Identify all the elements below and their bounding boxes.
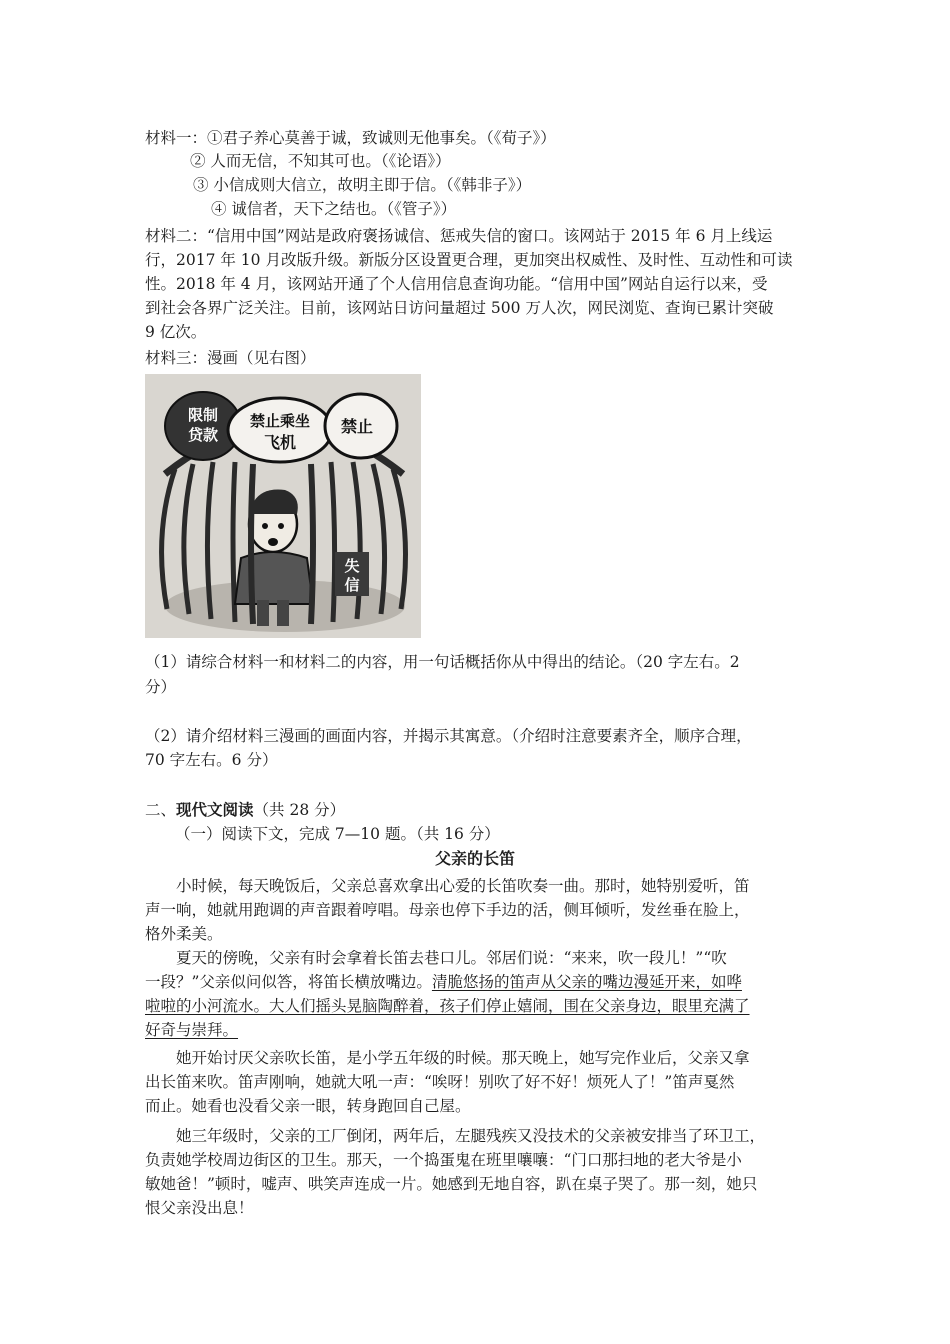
question2-line-2: 70 字左右。6 分） xyxy=(145,751,278,769)
p2-line-3: 啦啦的小河流水。大人们摇头晃脑陶醉着，孩子们停止嬉闹，围在父亲身边，眼里充满了 xyxy=(145,997,750,1015)
material1-line-3: ③ 小信成则大信立，故明主即于信。（《韩非子》） xyxy=(193,176,532,194)
section2-subheading: （一）阅读下文，完成 7—10 题。（共 16 分） xyxy=(175,825,500,843)
material1-line-1: 材料一：①君子养心莫善于诚，致诚则无他事矣。（《荀子》） xyxy=(145,129,556,147)
underlined-sentence: 清脆悠扬的笛声从父亲的嘴边漫延开来，如哗 xyxy=(431,973,742,991)
question1-line-2: 分） xyxy=(145,678,177,696)
p4-line-2: 负责她学校周边街区的卫生。那天，一个捣蛋鬼在班里嚷嚷：“门口那扫地的老大爷是小 xyxy=(145,1151,742,1169)
bubble2-text-2: 飞机 xyxy=(263,433,297,452)
material2-line-4: 到社会各界广泛关注。目前，该网站日访问量超过 500 万人次，网民浏览、查询已累计突破 xyxy=(145,299,774,317)
passage-title: 父亲的长笛 xyxy=(434,849,515,868)
cartoon-image xyxy=(145,374,421,638)
bubble2-text-1: 禁止乘坐 xyxy=(249,412,311,430)
question1-line-1: （1）请综合材料一和材料二的内容，用一句话概括你从中得出的结论。（20 字左右。2 xyxy=(145,653,740,671)
p2-line-1: 夏天的傍晚，父亲有时会拿着长笛去巷口儿。邻居们说：“来来，吹一段儿！”“吹 xyxy=(176,949,727,967)
material2-line-5: 9 亿次。 xyxy=(145,323,207,341)
bubble3-text: 禁止 xyxy=(340,417,374,436)
p1-line-3: 格外柔美。 xyxy=(145,925,223,943)
p4-line-3: 敏她爸！”顿时，嘘声、哄笑声连成一片。她感到无地自容，趴在桌子哭了。那一刻，她只 xyxy=(145,1175,758,1193)
p2-line-2: 一段？”父亲似问似答，将笛长横放嘴边。清脆悠扬的笛声从父亲的嘴边漫延开来，如哗 xyxy=(145,973,742,991)
material2-line-2: 行，2017 年 10 月改版升级。新版分区设置更合理，更加突出权威性、及时性、互动性和可读 xyxy=(145,251,793,269)
material3-label: 材料三：漫画（见右图） xyxy=(145,349,316,367)
question2-line-1: （2）请介绍材料三漫画的画面内容，并揭示其寓意。（介绍时注意要素齐全，顺序合理， xyxy=(145,727,752,745)
p3-line-1: 她开始讨厌父亲吹长笛，是小学五年级的时候。那天晚上，她写完作业后，父亲又拿 xyxy=(176,1049,750,1067)
bubble1-text-1: 限制 xyxy=(187,406,219,424)
p3-line-3: 而止。她看也没看父亲一眼，转身跑回自己屋。 xyxy=(145,1097,471,1115)
material1-line-4: ④ 诚信者，天下之结也。（《管子》） xyxy=(211,200,457,218)
sign-text-1: 失 xyxy=(344,557,360,575)
p1-line-2: 声一响，她就用跑调的声音跟着哼唱。母亲也停下手边的活，侧耳倾听，发丝垂在脸上， xyxy=(145,901,750,919)
sign-text-2: 信 xyxy=(344,576,360,594)
material1-line-2: ② 人而无信，不知其可也。（《论语》） xyxy=(190,152,451,170)
p4-line-4: 恨父亲没出息！ xyxy=(145,1199,254,1217)
section2-heading: 二、现代文阅读（共 28 分） xyxy=(145,801,346,819)
p3-line-2: 出长笛来吹。笛声刚响，她就大吼一声：“唉呀！别吹了好不好！烦死人了！”笛声戛然 xyxy=(145,1073,735,1091)
bubble1-text-2: 贷款 xyxy=(187,426,219,444)
p1-line-1: 小时候，每天晚饭后，父亲总喜欢拿出心爱的长笛吹奏一曲。那时，她特别爱听，笛 xyxy=(176,877,750,895)
p2-line-4: 好奇与崇拜。 xyxy=(145,1021,239,1039)
material2-line-3: 性。2018 年 4 月，该网站开通了个人信用信息查询功能。“信用中国”网站自运行以来，受 xyxy=(145,275,768,293)
material2-line-1: 材料二：“信用中国”网站是政府褒扬诚信、惩戒失信的窗口。该网站于 2015 年 6 月上线运 xyxy=(145,227,773,245)
p4-line-1: 她三年级时，父亲的工厂倒闭，两年后，左腿残疾又没技术的父亲被安排当了环卫工， xyxy=(176,1127,766,1145)
